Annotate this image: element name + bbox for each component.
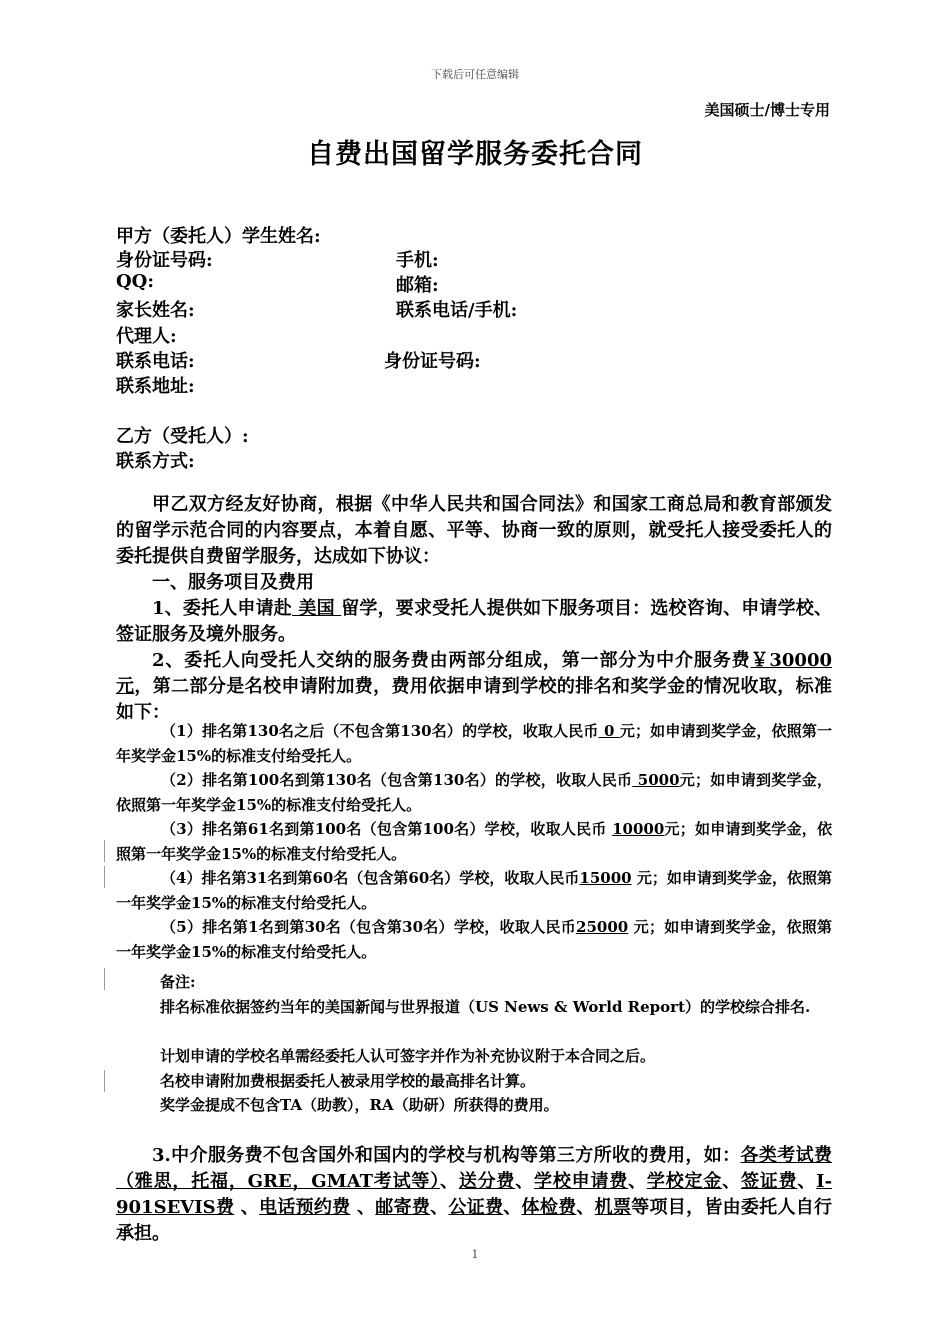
note-item: 名校申请附加费根据委托人被录用学校的最高排名计算。 bbox=[160, 1071, 536, 1090]
item-2-rest: ，第二部分是名校申请附加费，费用依据申请到学校的排名和奖学金的情况收取，标准如下： bbox=[116, 676, 833, 723]
student-name-label: 甲方（委托人）学生姓名: bbox=[116, 226, 321, 247]
fee-tier-amount: 5000 bbox=[632, 771, 680, 789]
notes-block bbox=[160, 970, 832, 1019]
note-item: 计划申请的学校名单需经委托人认可签字并作为补充协议附于本合同之后。 bbox=[160, 1047, 656, 1065]
fee-item: 签证费 bbox=[740, 1171, 798, 1192]
agent-id-label: 身份证号码: bbox=[384, 351, 481, 372]
contract-body bbox=[116, 492, 832, 726]
fee-tier-1 bbox=[116, 719, 832, 768]
item-1-rest: 留学，要求受托人提供如下服务项目：选校咨询、申请学校、签证服务及境外服务。 bbox=[116, 598, 832, 645]
item-1-country: 美国 bbox=[291, 598, 342, 619]
fee-tier-amount: 15000 bbox=[579, 869, 632, 887]
notes-label: 备注: bbox=[160, 973, 196, 991]
revision-mark bbox=[104, 1070, 105, 1092]
fee-tier-rest: 元；如申请到奖学金，依照第一年奖学金15%的标准支付给受托人。 bbox=[116, 771, 832, 814]
item-2 bbox=[116, 648, 832, 726]
mobile-label: 手机: bbox=[396, 250, 439, 271]
fee-tier-3 bbox=[116, 817, 832, 866]
fee-item: 公证费 bbox=[448, 1197, 504, 1218]
fee-tier-rest: 元；如申请到奖学金，依照第一年奖学金15%的标准支付给受托人。 bbox=[116, 869, 833, 912]
fee-tier-rest: 元；如申请到奖学金，依照第一年奖学金15%的标准支付给受托人。 bbox=[116, 820, 832, 863]
fee-item: 学校定金 bbox=[646, 1171, 723, 1192]
note-item: 奖学金提成不包含TA（助教），RA（助研）所获得的费用。 bbox=[160, 1096, 559, 1114]
item-3-text: 3.中介服务费不包含国外和国内的学校与机构等第三方所收的费用，如： bbox=[152, 1145, 741, 1166]
fee-tier-4 bbox=[116, 866, 832, 915]
parent-name-label: 家长姓名: bbox=[116, 300, 195, 321]
item-3-rest: 等项目，皆由委托人自行承担。 bbox=[116, 1197, 833, 1244]
notes-block-2 bbox=[160, 1044, 832, 1118]
page-number: 1 bbox=[471, 1248, 479, 1261]
party-b-label: 乙方（受托人）: bbox=[116, 426, 249, 447]
qq-label: QQ: bbox=[116, 271, 155, 292]
fee-tier-rest: 元；如申请到奖学金，依照第一年奖学金15%的标准支付给受托人。 bbox=[116, 722, 832, 765]
header-note: 下载后可任意编辑 bbox=[431, 68, 519, 81]
fee-tier-text: （2）排名第100名到第130名（包含第130名）的学校，收取人民币 bbox=[161, 771, 633, 789]
fee-tier-list bbox=[116, 719, 832, 964]
fee-item: I-901SEVIS费 bbox=[116, 1171, 833, 1218]
preamble: 甲乙双方经友好协商，根据《中华人民共和国合同法》和国家工商总局和教育部颁发的留学示范合同的内容要点，本着自愿、平等、协商一致的原则，就受托人接受委托人的委托提供自费留学服务，达成如下协议： bbox=[116, 494, 832, 567]
note-item: 排名标准依据签约当年的美国新闻与世界报道（US News & World Report）的学校综合排名. bbox=[160, 997, 811, 1016]
item-2-fee: ￥30000元 bbox=[116, 650, 832, 697]
fee-tier-2 bbox=[116, 768, 832, 817]
fee-item: 送分费 bbox=[458, 1171, 516, 1192]
fee-item: 电话预约费 bbox=[259, 1197, 351, 1218]
item-2-text: 2、委托人向受托人交纳的服务费由两部分组成，第一部分为中介服务费 bbox=[152, 650, 751, 671]
fee-tier-text: （1）排名第130名之后（不包含第130名）的学校，收取人民币 bbox=[161, 722, 599, 740]
fee-item: 各类考试费（雅思，托福，GRE，GMAT考试等） bbox=[116, 1145, 832, 1192]
section-1-title: 一、服务项目及费用 bbox=[152, 572, 314, 593]
party-b-contact-label: 联系方式: bbox=[116, 451, 195, 472]
fee-tier-amount: 25000 bbox=[576, 918, 629, 936]
item-1-text: 1、委托人申请赴 bbox=[152, 598, 292, 619]
fee-tier-amount: 0 bbox=[598, 722, 620, 740]
fee-tier-5 bbox=[116, 915, 832, 964]
id-number-label: 身份证号码: bbox=[116, 250, 213, 271]
fee-item: 机票 bbox=[594, 1197, 632, 1218]
address-label: 联系地址: bbox=[116, 376, 195, 397]
fee-tier-amount: 10000 bbox=[612, 820, 665, 838]
fee-item: 体检费 bbox=[521, 1197, 577, 1218]
fee-item: 邮寄费 bbox=[375, 1197, 431, 1218]
document-tag: 美国硕士/博士专用 bbox=[704, 101, 830, 119]
fee-tier-text: （3）排名第61名到第100名（包含第100名）学校，收取人民币 bbox=[161, 820, 613, 838]
revision-mark bbox=[104, 866, 105, 888]
revision-mark bbox=[104, 968, 105, 990]
phone-label: 联系电话: bbox=[116, 351, 195, 372]
parent-phone-label: 联系电话/手机: bbox=[396, 300, 518, 321]
document-title: 自费出国留学服务委托合同 bbox=[307, 139, 643, 170]
revision-mark bbox=[104, 840, 105, 862]
item-1 bbox=[116, 596, 832, 648]
agent-label: 代理人: bbox=[116, 326, 177, 347]
item-3-block bbox=[116, 1143, 832, 1247]
fee-tier-text: （4）排名第31名到第60名（包含第60名）学校，收取人民币 bbox=[161, 869, 580, 887]
email-label: 邮箱: bbox=[396, 275, 439, 296]
item-3: 3.中介服务费不包含国外和国内的学校与机构等第三方所收的费用，如：各类考试费（雅思，托福，GRE，GMAT考试等）、送分费、学校申请费、学校定金、签证费、I-901SEVIS费 、电话预约费 、邮寄费、公证费、体检费、机票等项目，皆由委托人自行承担。 bbox=[116, 1145, 833, 1244]
fee-tier-rest: 元；如申请到奖学金，依照第一年奖学金15%的标准支付给受托人。 bbox=[116, 918, 833, 961]
fee-item: 学校申请费 bbox=[534, 1171, 629, 1192]
fee-tier-text: （5）排名第1名到第30名（包含第30名）学校，收取人民币 bbox=[161, 918, 577, 936]
